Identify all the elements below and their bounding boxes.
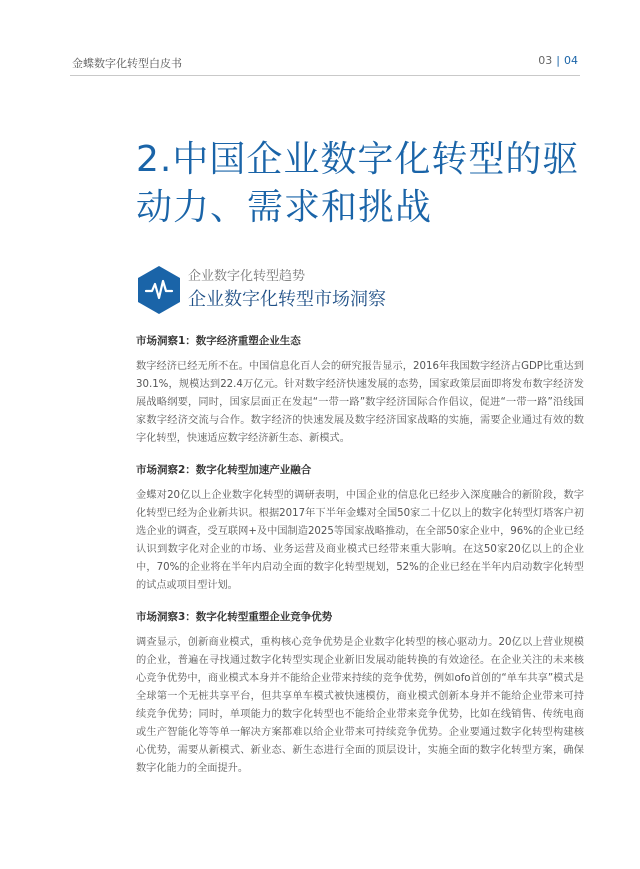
page-header — [70, 50, 580, 76]
document-title: 金蝶数字化转型白皮书 — [72, 57, 182, 70]
header-rule — [70, 75, 580, 76]
page-number-left: 03 — [538, 54, 553, 67]
pulse-line-icon — [136, 265, 182, 315]
insight-title: 市场洞察2：数字化转型加速产业融合 — [136, 464, 312, 476]
insight-paragraph: 金蝶对20亿以上企业数字化转型的调研表明，中国企业的信息化已经步入深度融合的新阶段，数字化转型已经为企业新共识。根据2017年下半年金蝶对全国50家二十亿以上的数字化转型灯塔客户初选企业的调查，受互联网+及中国制造2025等国家战略推动，在全部50家企业中，96%的企业已经认识到数字化对企业的市场、业务运营及商业模式已经带来重大影响。在这50家20亿以上的企业中，70%的企业将在半年内启动全面的数字化转型规划，52%的企业已经在半年内启动数字化转型的试点或项目型计划。 — [136, 490, 584, 591]
page-separator: | — [556, 54, 560, 67]
insight-block — [136, 333, 584, 448]
insight-block — [136, 462, 584, 595]
section-heading — [136, 263, 556, 315]
page-number-right: 04 — [564, 54, 578, 67]
insight-title: 市场洞察1：数字经济重塑企业生态 — [136, 335, 301, 347]
insight-title: 市场洞察3：数字化转型重塑企业竞争优势 — [136, 611, 333, 623]
chapter-title: 2.中国企业数字化转型的驱动力、需求和挑战 — [136, 139, 580, 228]
insights-content — [136, 333, 584, 792]
section-title: 企业数字化转型市场洞察 — [188, 289, 386, 310]
insight-paragraph: 数字经济已经无所不在。中国信息化百人会的研究报告显示，2016年我国数字经济占GDP比重达到30.1%，规模达到22.4万亿元。针对数字经济快速发展的态势，国家政策层面即将发布数字经济发展战略纲要，同时，国家层面正在发起“一带一路”数字经济国际合作倡议，促进“一带一路”沿线国家数字经济交流与合作。数字经济的快速发展及数字经济国家战略的实施，需要企业通过有效的数字化转型，快速适应数字经济新生态、新模式。 — [136, 361, 584, 444]
section-kicker: 企业数字化转型趋势 — [188, 269, 306, 284]
insight-paragraph: 调查显示，创新商业模式，重构核心竞争优势是企业数字化转型的核心驱动力。20亿以上营业规模的企业，普遍在寻找通过数字化转型实现企业新旧发展动能转换的有效途径。在企业关注的未来核心竞争优势中，商业模式本身并不能给企业带来持续的竞争优势，例如ofo首创的“单车共享”模式是全球第一个无桩共享平台，但共享单车模式被快速模仿，商业模式创新本身并不能给企业带来可持续竞争优势；同时，单项能力的数字化转型也不能给企业带来竞争优势，比如在线销售、传统电商或生产智能化等等单一解决方案都难以给企业带来可持续竞争优势。企业要通过数字化转型构建核心优势，需要从新模式、新业态、新生态进行全面的顶层设计，实施全面的数字化转型方案，确保数字化能力的全面提升。 — [136, 637, 584, 774]
page-numbers — [538, 54, 578, 67]
insight-block — [136, 609, 584, 778]
